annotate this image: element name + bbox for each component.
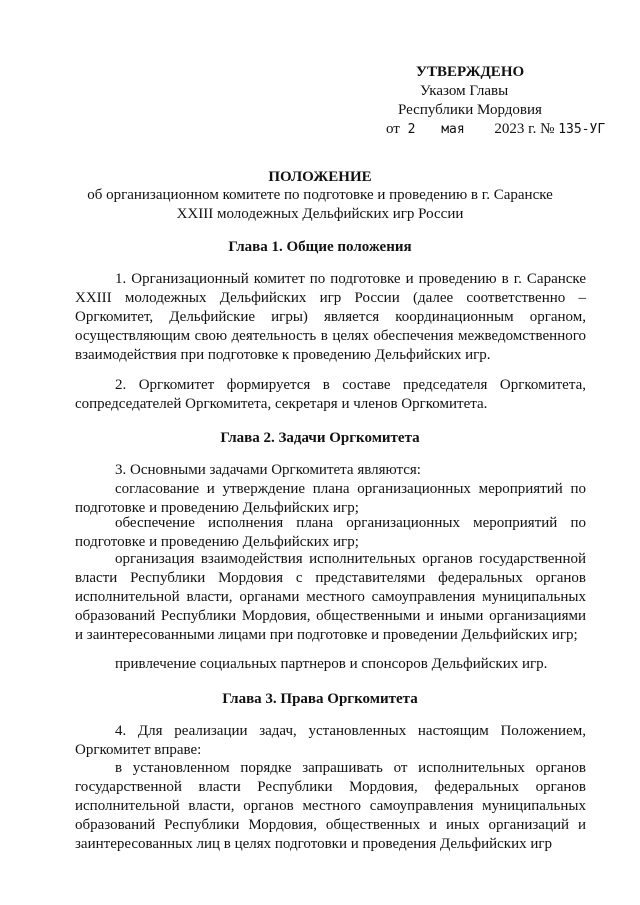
chapter3-paragraph2: в установленном порядке запрашивать от исполнительных органов государственной власти Республики Мордовия, федеральных органов исполнительной власти, органов местного самоуправления муниципальных образований Республики Мордовия, общественных и иных организаций и заинтересованных лиц в целях подготовки и проведения Дельфийских игр [75, 760, 586, 852]
chapter1-paragraph2: 2. Оргкомитет формируется в составе председателя Оргкомитета, сопредседателей Оргкомитета, секретаря и членов Оргкомитета. [75, 377, 586, 412]
chapter2-paragraph1: 3. Основными задачами Оргкомитета являются: [115, 462, 421, 478]
chapter1-paragraph1: 1. Организационный комитет по подготовке и проведению в г. Саранске XXIII молодежных Дельфийских игр России (далее соответственно – Оргкомитет, Дельфийские игры) является координационным органом, осуществляющим свою деятельность в целях обеспечения межведомственного взаимодействия при подготовке к проведению Дельфийских игр. [75, 271, 586, 363]
chapter2-paragraph2: согласование и утверждение плана организационных мероприятий по подготовке и проведению Дельфийских игр; [75, 481, 586, 516]
approval-number: 135-УГ [558, 122, 606, 137]
chapter2-paragraph5: привлечение социальных партнеров и спонсоров Дельфийских игр. [115, 656, 548, 672]
approval-month: мая [441, 122, 465, 137]
chapter3-paragraph1: 4. Для реализации задач, установленных настоящим Положением, Оргкомитет вправе: [75, 723, 586, 758]
approval-day: 2 [407, 122, 416, 137]
chapter1-heading: Глава 1. Общие положения [228, 239, 412, 255]
approval-date-prefix: от [386, 121, 400, 137]
chapter2-heading: Глава 2. Задачи Оргкомитета [220, 430, 420, 446]
approval-title: УТВЕРЖДЕНО [416, 64, 525, 80]
chapter3-heading: Глава 3. Права Оргкомитета [222, 691, 418, 707]
document-subtitle-line2: XXIII молодежных Дельфийских игр России [176, 206, 464, 222]
chapter2-paragraph4: организация взаимодействия исполнительных органов государственной власти Республики Мордовия с представителями федеральных органов исполнительной власти, органами местного самоуправления муниципальных образований Республики Мордовия, общественными и иными организациями и заинтересованными лицами при подготовке и проведении Дельфийских игр; [75, 551, 586, 643]
chapter2-paragraph3: обеспечение исполнения плана организационных мероприятий по подготовке и проведению Дельфийских игр; [75, 515, 586, 550]
document-subtitle-line1: об организационном комитете по подготовке и проведению в г. Саранске [87, 187, 553, 203]
approval-region: Республики Мордовия [398, 102, 542, 118]
approval-issuer: Указом Главы [420, 83, 509, 99]
approval-date-line [386, 120, 605, 139]
document-title: ПОЛОЖЕНИЕ [268, 169, 372, 185]
approval-year: 2023 г. № [494, 121, 555, 137]
